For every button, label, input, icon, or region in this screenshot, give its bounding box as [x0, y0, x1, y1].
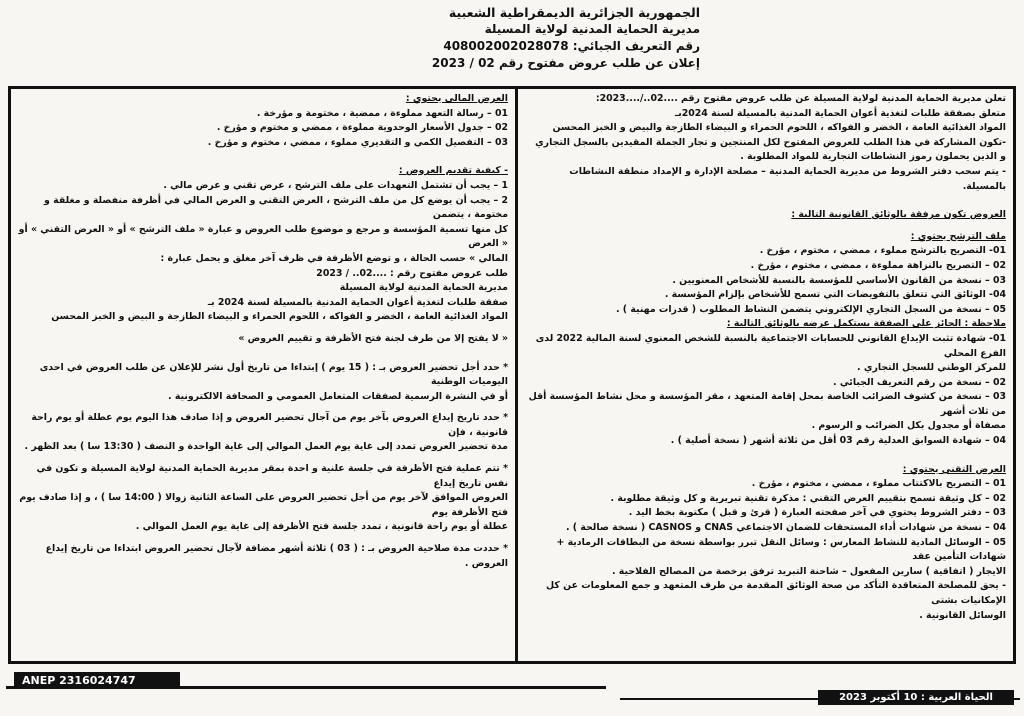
spacer	[528, 194, 1006, 208]
notice-line: أو في النشرة الرسمية لصفقات المتعامل العمومي و الصحافة الالكترونية .	[168, 390, 508, 402]
left-column	[18, 92, 508, 571]
spacer	[528, 223, 1006, 230]
notice-line: 2 – يجب أن يوضع كل من ملف الترشح ، العرض التقني و العرض المالي في أظرفة منفصلة و مغلقة و مختومة ، يتضمن	[44, 194, 508, 221]
notice-line: 04 – شهادة السوابق العدلية رقم 03 أقل من ثلاثة أشهر ( نسخة أصلية ) .	[670, 435, 1006, 447]
notice-line: و الذين يحملون رموز النشاطات التجارية للمواد المطلوبة .	[740, 151, 1006, 163]
notice-line: 04 – نسخة من شهادات أداء المستحقات للضمان الاجتماعي CNAS و CASNOS ( نسخة صالحة ) .	[565, 522, 1006, 534]
notice-line: تعلن مديرية الحماية المدنية لولاية المسيلة عن طلب عروض مفتوح رقم ....02../....2023:	[595, 93, 1006, 104]
notice-line: 1 – يجب أن تشتمل التعهدات على ملف الترشح ، عرض تقني و عرض مالي .	[163, 179, 508, 191]
notice-line: 05 – نسخة من السجل التجاري الإلكتروني يتضمن النشاط المطلوب ( قدرات مهنية ) .	[615, 303, 1006, 315]
notice-line: 03 – دفتر الشروط يحتوي في آخر صفحته العبارة ( قرئ و قبل ) مكتوبة بخط اليد .	[628, 507, 1006, 519]
spacer	[528, 449, 1006, 463]
notice-header	[380, 4, 700, 72]
notice-line: طلب عروض مفتوح رقم : ....02.. / 2023	[316, 267, 508, 279]
notice-line: 02 – التصريح بالنزاهة مملوءة ، ممضي ، مختوم ، مؤرخ .	[750, 259, 1006, 271]
notice-line: * حدد أجل تحضير العروض بـ : ( 15 يوم ) إبتداءا من تاريخ أول نشر للإعلان عن طلب العروض في احدى اليوميات الوطنية	[39, 361, 508, 388]
notice-line: الوسائل القانونية .	[919, 609, 1006, 621]
notice-title: إعلان عن طلب عروض مفتوح رقم 02 / 2023	[431, 56, 700, 70]
notice-line: 01- التصريح بالترشح مملوء ، ممضي ، مختوم ، مؤرخ .	[759, 245, 1006, 257]
notice-line: 03 – نسخة من القانون الأساسي للمؤسسة بالنسبة للأشخاص المعنويين .	[672, 274, 1006, 286]
republic-heading: الجمهورية الجزائرية الديمقراطية الشعبية	[448, 5, 700, 20]
notice-line: 01 – رسالة التعهد مملوءة ، ممضية ، مختومة و مؤرخة .	[256, 107, 508, 119]
notice-line: المواد الغذائية العامة ، الخضر و الفواكه ، اللحوم الحمراء و البيضاء الطازجة و البيض و الخبز المحسن	[51, 311, 508, 323]
notice-line: 01- شهادة تثبت الإيداع القانوني للحسابات الاجتماعية بالنسبة للشخص المعنوي لسنة المالية 2022 لدى الفرع المحلي	[535, 332, 1006, 359]
anep-reference: ANEP 2316024747	[14, 672, 180, 689]
notice-line: العروض الموافق لآخر يوم من أجل تحضير العروض على الساعة الثانية زوالا ( 14:00 سا ) ، و إذا صادف يوم فتح الأظرفة يوم	[19, 492, 508, 518]
notice-line: « لا يفتح إلا من طرف لجنة فتح الأظرفة و تقييم العروض »	[238, 332, 508, 344]
notice-line: -تكون المشاركة في هذا الطلب للعروض المفتوح لكل المنتجين و تجار الجملة المقيدين بالسجل التجاري	[535, 136, 1006, 148]
notice-line: 01 – التصريح بالاكتتاب مملوء ، ممضي ، مختوم ، مؤرخ .	[751, 478, 1006, 490]
section-heading: العرض المالي يحتوي :	[405, 93, 508, 104]
notice-line: مدة تحضير العروض تمدد إلى غاية يوم العمل الموالي إلى غاية الواحدة و النصف ( 13:30 سا ) بعد الظهر .	[24, 441, 508, 453]
notice-line: 02 – نسخة من رقم التعريف الجبائي .	[833, 376, 1006, 388]
notice-line: 02 – جدول الأسعار الوحدوية مملوءة ، ممضي و مختوم و مؤرخ .	[216, 122, 508, 134]
spacer	[18, 455, 508, 462]
right-column	[528, 92, 1006, 623]
spacer	[18, 150, 508, 164]
spacer	[18, 347, 508, 361]
spacer	[18, 404, 508, 411]
section-heading: العروض تكون مرفقة بالوثائق القانونية التالية :	[791, 209, 1006, 221]
notice-line: 05 – الوسائل المادية للنشاط المعارس : وسائل النقل تبرر بواسطة نسخة من البطاقات الرمادية + شهادات التأمين عقد	[556, 536, 1006, 563]
notice-line: عطلة أو يوم راحة قانونية ، تمدد جلسة فتح الأظرفة إلى غاية يوم العمل الموالي .	[135, 521, 508, 533]
notice-line: المالي » حسب الحالة ، و توضع الأظرفة في ظرف آخر مغلق و يحمل عبارة :	[160, 252, 508, 264]
notice-line: 03 – التفصيل الكمي و التقديري مملوء ، ممضي ، مختوم و مؤرخ .	[207, 136, 508, 148]
notice-line: - يحق للمصلحة المتعاقدة التأكد من صحة الوثائق المقدمة من طرف المتعهد و جمع المعلومات عن كل الإمكانيات بشتى	[546, 580, 1006, 606]
column-divider	[515, 86, 518, 664]
notice-line: للمركز الوطني للسجل التجاري .	[857, 362, 1006, 374]
notice-line: - يتم سحب دفتر الشروط من مديرية الحماية المدنية – مصلحة الإدارة و الإمداد منطقة النشاطات بالمسيلة.	[569, 165, 1006, 192]
notice-line: * حدد تاريخ إيداع العروض بآخر يوم من آجال تحضير العروض و إذا صادف هذا اليوم يوم عطلة أو يوم راحة قانونية ، فإن	[31, 412, 508, 438]
notice-line: * تتم عملية فتح الأظرفة في جلسة علنية و احدة بمقر مديرية الحماية المدنية لولاية المسيلة و تكون في نفس تاريخ إيداع	[36, 463, 508, 489]
notice-line: مديرية الحماية المدنية لولاية المسيلة	[339, 282, 508, 294]
notice-line: متعلق بصفقة طلبات لتغذية أعوان الحماية المدنية بالمسيلة لسنة 2024بـ	[674, 107, 1006, 119]
tax-id: رقم التعريف الجبائي: 408002002028078	[443, 39, 700, 53]
notice-line: * حددت مدة صلاحية العروض بـ : ( 03 ) ثلاثة أشهر مضافة لآجال تحضير العروض ابتداءا من تاريخ إيداع العروض .	[45, 543, 508, 569]
notice-line: الايجار ( اتفاقية ) سارين المفعول – شاحنة التبريد ترفق برخصة من المصالح الفلاحية .	[611, 565, 1006, 577]
spacer	[18, 325, 508, 332]
notice-line: كل منها تسمية المؤسسة و مرجع و موضوع طلب العروض و عبارة « ملف الترشح » أو « العرض التقني » أو « العرض	[18, 223, 508, 250]
section-heading: ملاحظة : الحائز على الصفقة يستكمل عرضه بالوثائق التالية :	[726, 318, 1006, 330]
section-heading: ملف الترشح يحتوي :	[910, 230, 1006, 242]
spacer	[18, 535, 508, 542]
notice-line: مصفاة أو مجدول بكل الضرائب و الرسوم .	[811, 420, 1006, 432]
newspaper-date: الحياة العربية : 10 أكتوبر 2023	[818, 690, 1014, 705]
notice-line: صفقة طلبات لتغذية أعوان الحماية المدنية بالمسيلة لسنة 2024 بـ	[207, 296, 508, 308]
section-heading: العرض التقني يحتوي :	[902, 463, 1006, 475]
notice-line: 03 – نسخة من كشوف الضرائب الخاصة بمحل إقامة المتعهد ، مقر المؤسسة و محل نشاط المؤسسة أقل من ثلاث أشهر	[528, 391, 1006, 417]
section-heading: - كيفية تقديم العروض :	[398, 165, 508, 177]
directorate-heading: مديرية الحماية المدنية لولاية المسيلة	[484, 22, 700, 36]
notice-line: المواد الغذائية العامة ، الخضر و الفواكه ، اللحوم الحمراء و البيضاء الطازجة والبيض و الخبز المحسن	[552, 122, 1006, 134]
notice-line: 04- الوثائق التي تتعلق بالتفويضات التي تسمح للأشخاص بإلزام المؤسسة .	[664, 289, 1006, 301]
notice-line: 02 – كل وثيقة تسمح بتقييم العرض التقني : مذكرة تقنية تبريرية و كل وثيقة مطلوبة .	[610, 492, 1006, 504]
